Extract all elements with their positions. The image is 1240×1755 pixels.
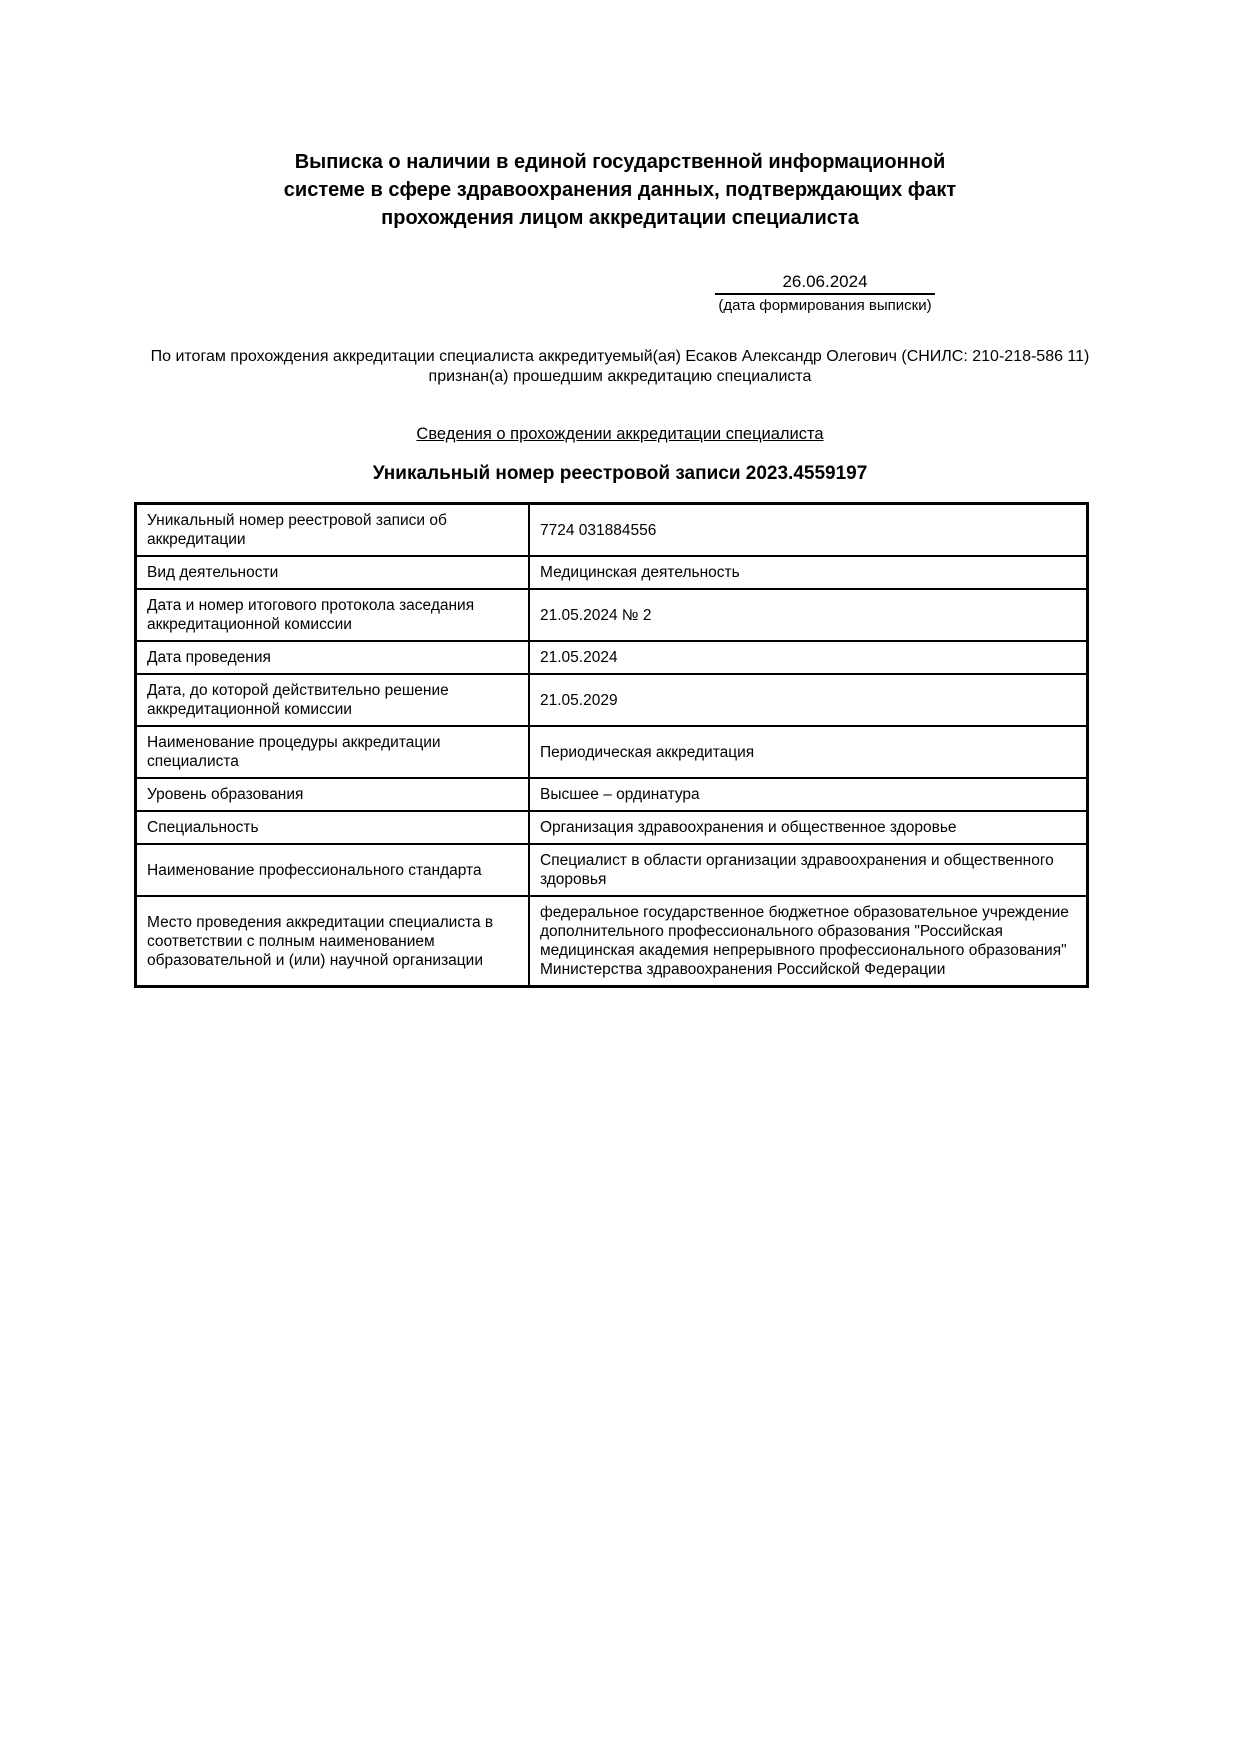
table-row-education-level — [136, 778, 1088, 811]
extract-date-caption: (дата формирования выписки) — [718, 297, 932, 314]
row-value: 21.05.2029 — [529, 674, 1088, 726]
row-label: Уникальный номер реестровой записи об аккредитации — [136, 504, 530, 557]
title-line-2: системе в сфере здравоохранения данных, подтверждающих факт — [283, 179, 957, 201]
row-label: Наименование процедуры аккредитации специалиста — [136, 726, 530, 778]
extract-date-block — [715, 272, 935, 314]
table-row-procedure-name — [136, 726, 1088, 778]
accreditation-table — [134, 502, 1089, 988]
intro-line-2: признан(а) прошедшим аккредитацию специалиста — [428, 368, 812, 385]
section-heading: Сведения о прохождении аккредитации специалиста — [416, 425, 824, 443]
title-line-3: прохождения лицом аккредитации специалиста — [381, 207, 859, 229]
table-row-valid-until — [136, 674, 1088, 726]
row-label: Специальность — [136, 811, 530, 844]
table-row-protocol — [136, 589, 1088, 641]
table-row-activity-type — [136, 556, 1088, 589]
row-value: Медицинская деятельность — [529, 556, 1088, 589]
row-value: 7724 031884556 — [529, 504, 1088, 557]
row-value: Специалист в области организации здравоохранения и общественного здоровья — [529, 844, 1088, 896]
row-label: Наименование профессионального стандарта — [136, 844, 530, 896]
table-row-registry-number — [136, 504, 1088, 557]
row-label: Место проведения аккредитации специалиста в соответствии с полным наименованием образовательной и (или) научной организации — [136, 896, 530, 987]
registry-number-heading: Уникальный номер реестровой записи 2023.4559197 — [372, 463, 868, 484]
row-label: Вид деятельности — [136, 556, 530, 589]
row-value: Организация здравоохранения и общественное здоровье — [529, 811, 1088, 844]
row-label: Уровень образования — [136, 778, 530, 811]
row-label: Дата проведения — [136, 641, 530, 674]
extract-date: 26.06.2024 — [715, 272, 935, 295]
row-value: 21.05.2024 — [529, 641, 1088, 674]
row-value: федеральное государственное бюджетное образовательное учреждение дополнительного профессионального образования "Российская медицинская академия непрерывного профессионального образования" Министерства здравоохранения Российской Федерации — [529, 896, 1088, 987]
document-title — [0, 148, 1240, 232]
row-value: Высшее – ординатура — [529, 778, 1088, 811]
title-line-1: Выписка о наличии в единой государственной информационной — [294, 151, 946, 173]
row-value: 21.05.2024 № 2 — [529, 589, 1088, 641]
row-label: Дата, до которой действительно решение аккредитационной комиссии — [136, 674, 530, 726]
row-label: Дата и номер итогового протокола заседания аккредитационной комиссии — [136, 589, 530, 641]
table-row-date-held — [136, 641, 1088, 674]
table-row-accreditation-place — [136, 896, 1088, 987]
intro-paragraph — [0, 347, 1240, 387]
table-row-specialty — [136, 811, 1088, 844]
table-row-professional-standard — [136, 844, 1088, 896]
row-value: Периодическая аккредитация — [529, 726, 1088, 778]
intro-line-1: По итогам прохождения аккредитации специалиста аккредитуемый(ая) Есаков Александр Олегович (СНИЛС: 210-218-586 11) — [150, 348, 1090, 365]
